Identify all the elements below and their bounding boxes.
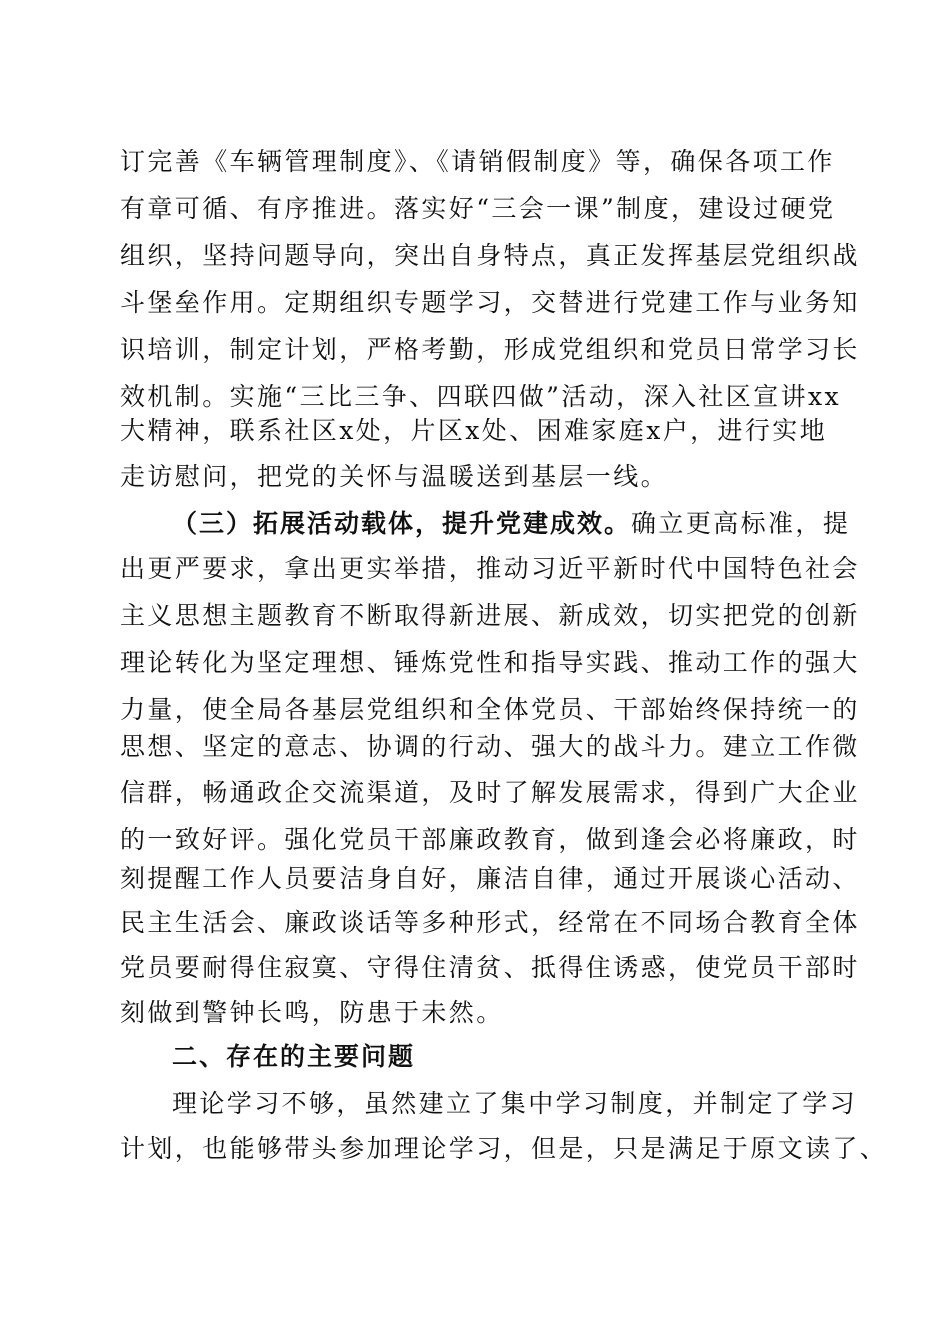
text-line: 大精神，联系社区x处，片区x处、困难家庭x户，进行实地 xyxy=(120,416,828,445)
text-line: 力量，使全局各基层党组织和全体党员、干部始终保持统一的 xyxy=(120,695,860,724)
text-line: 理论学习不够，虽然建立了集中学习制度，并制定了学习 xyxy=(172,1089,858,1118)
text-line: 理论转化为坚定理想、锤炼党性和指导实践、推动工作的强大 xyxy=(120,648,860,677)
text-line: 出更严要求，拿出更实举措，推动习近平新时代中国特色社会 xyxy=(120,554,860,583)
text-line: 订完善《车辆管理制度》、《请销假制度》等，确保各项工作 xyxy=(120,147,835,176)
text-line: 有章可循、有序推进。落实好“三会一课”制度，建设过硬党 xyxy=(120,194,836,223)
text-line: 主义思想主题教育不断取得新进展、新成效，切实把党的创新 xyxy=(120,601,860,630)
text-line: 党员要耐得住寂寞、守得住清贫、抵得住诱惑，使党员干部时 xyxy=(120,953,860,982)
text-line: 组织，坚持问题导向，突出自身特点，真正发挥基层党组织战 xyxy=(120,241,860,270)
paragraph-first-line xyxy=(172,507,851,541)
text-line: 刻提醒工作人员要洁身自好，廉洁自律，通过开展谈心活动、 xyxy=(120,864,860,893)
text-run: 确立更高标准，提 xyxy=(631,509,851,538)
text-line: 走访慰问，把党的关怀与温暖送到基层一线。 xyxy=(120,462,669,491)
text-line: 识培训，制定计划，严格考勤，形成党组织和党员日常学习长 xyxy=(120,335,860,364)
text-line: 民主生活会、廉政谈话等多种形式，经常在不同场合教育全体 xyxy=(120,908,860,937)
subsection-heading: （三）拓展活动载体，提升党建成效。 xyxy=(172,509,632,538)
text-line: 刻做到警钟长鸣，防患于未然。 xyxy=(120,998,504,1027)
text-line: 思想、坚定的意志、协调的行动、强大的战斗力。建立工作微 xyxy=(120,732,860,761)
text-line: 计划，也能够带头参加理论学习，但是，只是满足于原文读了、 xyxy=(120,1134,888,1163)
text-line: 斗堡垒作用。定期组织专题学习，交替进行党建工作与业务知 xyxy=(120,288,860,317)
text-line: 的一致好评。强化党员干部廉政教育，做到逢会必将廉政，时 xyxy=(120,825,860,854)
section-heading: 二、存在的主要问题 xyxy=(172,1042,416,1071)
text-line: 效机制。实施“三比三争、四联四做”活动，深入社区宣讲xx xyxy=(120,382,841,411)
text-line: 信群，畅通政企交流渠道，及时了解发展需求，得到广大企业 xyxy=(120,778,860,807)
